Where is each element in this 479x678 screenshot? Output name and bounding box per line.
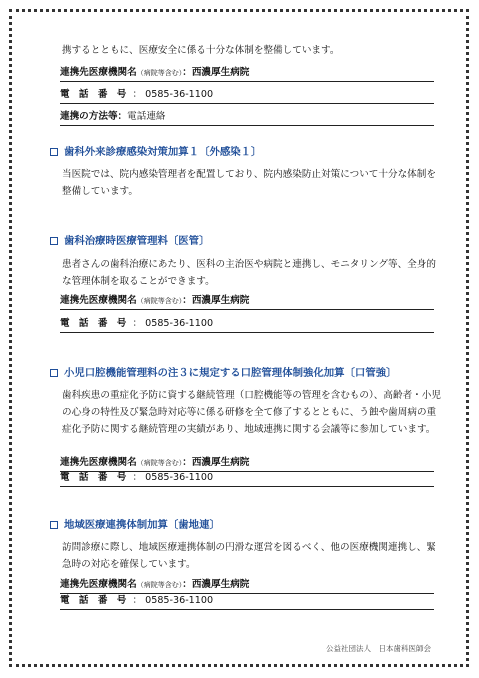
section-heading	[50, 517, 220, 533]
method-line	[60, 109, 434, 126]
section-heading	[50, 233, 209, 249]
partner-name: 西濃厚生病院	[191, 295, 250, 306]
partner-label: 連携先医療機関名	[60, 579, 137, 590]
phone-line: 電 話 番 号 ： 0585-36-1100	[60, 470, 434, 487]
section-title: 地域医療連携体制加算〔歯地連〕	[64, 519, 220, 531]
partner-colon: ：	[182, 579, 192, 590]
section-body: 歯科疾患の重症化予防に資する継続管理（口腔機能等の管理を含むもの）、高齢者・小児の心身の特性及び緊急時対応等に係る研修を全て修了するとともに、う蝕や歯周病の重症化予防に関する継続管理の実績があり、地域連携に関する会議等に参加しています。	[62, 390, 441, 435]
phone-line: 電 話 番 号 ： 0585-36-1100	[60, 87, 434, 104]
phone-label: 電 話 番 号	[60, 595, 130, 606]
phone-line: 電 話 番 号 ： 0585-36-1100	[60, 593, 434, 610]
phone-label: 電 話 番 号	[60, 472, 130, 483]
intro-text: 携するとともに、医療安全に係る十分な体制を整備しています。	[62, 45, 340, 56]
partner-note: （病院等含む）	[136, 297, 183, 305]
method-value: 電話連絡	[127, 111, 166, 122]
section-body: 患者さんの歯科治療にあたり、医科の主治医や病院と連携し、モニタリング等、全身的な管理体制を取ることができます。	[62, 259, 436, 287]
section-title: 小児口腔機能管理料の注３に規定する口腔管理体制強化加算〔口管強〕	[64, 367, 397, 379]
phone-number: 0585-36-1100	[145, 472, 214, 483]
checkbox-icon	[50, 237, 58, 245]
checkbox-icon	[50, 369, 58, 377]
partner-label: 連携先医療機関名	[60, 67, 137, 78]
section-heading	[50, 144, 261, 160]
partner-line	[60, 65, 434, 82]
phone-label: 電 話 番 号	[60, 89, 130, 100]
partner-note: （病院等含む）	[136, 581, 183, 589]
partner-colon: ：	[182, 457, 192, 468]
section-body: 当医院では、院内感染管理者を配置しており、院内感染防止対策について十分な体制を整備しています。	[62, 169, 436, 197]
section-title: 歯科治療時医療管理料〔医管〕	[64, 235, 210, 247]
checkbox-icon	[50, 148, 58, 156]
partner-line	[60, 293, 434, 310]
partner-label: 連携先医療機関名	[60, 457, 137, 468]
section-title: 歯科外来診療感染対策加算１〔外感染１〕	[64, 146, 262, 158]
section-body: 訪問診療に際し、地域医療連携体制の円滑な運営を図るべく、他の医療機関連携し、緊急時の対応を確保しています。	[62, 542, 436, 570]
phone-line: 電 話 番 号 ： 0585-36-1100	[60, 316, 434, 333]
partner-line	[60, 577, 434, 594]
phone-label: 電 話 番 号	[60, 318, 130, 329]
partner-note: （病院等含む）	[136, 459, 183, 467]
partner-colon: ：	[182, 67, 192, 78]
partner-name: 西濃厚生病院	[191, 579, 250, 590]
method-label: 連携の方法等：	[60, 111, 128, 122]
partner-note: （病院等含む）	[136, 69, 183, 77]
checkbox-icon	[50, 521, 58, 529]
partner-colon: ：	[182, 295, 192, 306]
section-heading	[50, 365, 397, 381]
phone-number: 0585-36-1100	[145, 89, 214, 100]
phone-number: 0585-36-1100	[145, 318, 214, 329]
phone-number: 0585-36-1100	[145, 595, 214, 606]
partner-label: 連携先医療機関名	[60, 295, 137, 306]
partner-name: 西濃厚生病院	[191, 457, 250, 468]
partner-name: 西濃厚生病院	[191, 67, 250, 78]
footer-organization: 公益社団法人 日本歯科医師会	[326, 644, 431, 653]
